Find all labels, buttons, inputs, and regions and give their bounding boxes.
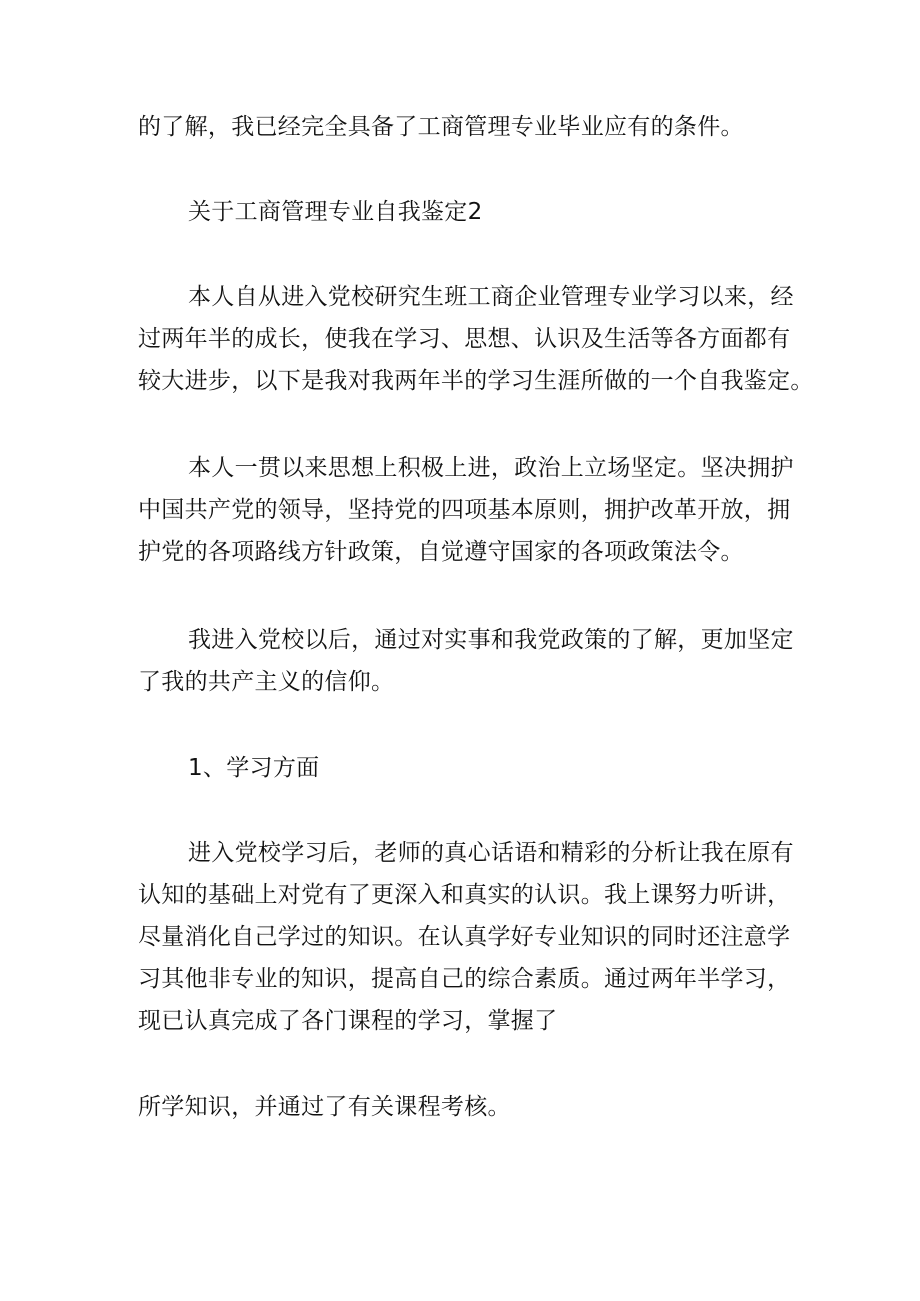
paragraph-line: 本人一贯以来思想上积极上进，政治上立场坚定。坚决拥护 bbox=[188, 455, 794, 481]
paragraph-line: 进入党校学习后，老师的真心话语和精彩的分析让我在原有 bbox=[188, 840, 794, 866]
paragraph-line: 我进入党校以后，通过对实事和我党政策的了解，更加坚定 bbox=[188, 627, 794, 653]
paragraph-line: 较大进步，以下是我对我两年半的学习生涯所做的一个自我鉴定。 bbox=[138, 368, 814, 394]
paragraph-line: 习其他非专业的知识，提高自己的综合素质。通过两年半学习， bbox=[138, 966, 791, 992]
paragraph-line: 了我的共产主义的信仰。 bbox=[138, 669, 395, 695]
subsection-heading: 1、学习方面 bbox=[188, 755, 320, 781]
paragraph-line: 认知的基础上对党有了更深入和真实的认识。我上课努力听讲， bbox=[138, 882, 791, 908]
section-heading: 关于工商管理专业自我鉴定2 bbox=[188, 199, 483, 225]
paragraph-line: 过两年半的成长，使我在学习、思想、认识及生活等各方面都有 bbox=[138, 326, 791, 352]
paragraph-line: 护党的各项路线方针政策，自觉遵守国家的各项政策法令。 bbox=[138, 539, 744, 565]
paragraph-line: 中国共产党的领导，坚持党的四项基本原则，拥护改革开放，拥 bbox=[138, 497, 791, 523]
paragraph-line: 的了解，我已经完全具备了工商管理专业毕业应有的条件。 bbox=[138, 114, 744, 140]
paragraph-line: 本人自从进入党校研究生班工商企业管理专业学习以来，经 bbox=[188, 284, 794, 310]
paragraph-line: 现已认真完成了各门课程的学习，掌握了 bbox=[138, 1008, 558, 1034]
paragraph-line: 所学知识，并通过了有关课程考核。 bbox=[138, 1094, 511, 1120]
paragraph-line: 尽量消化自己学过的知识。在认真学好专业知识的同时还注意学 bbox=[138, 924, 791, 950]
